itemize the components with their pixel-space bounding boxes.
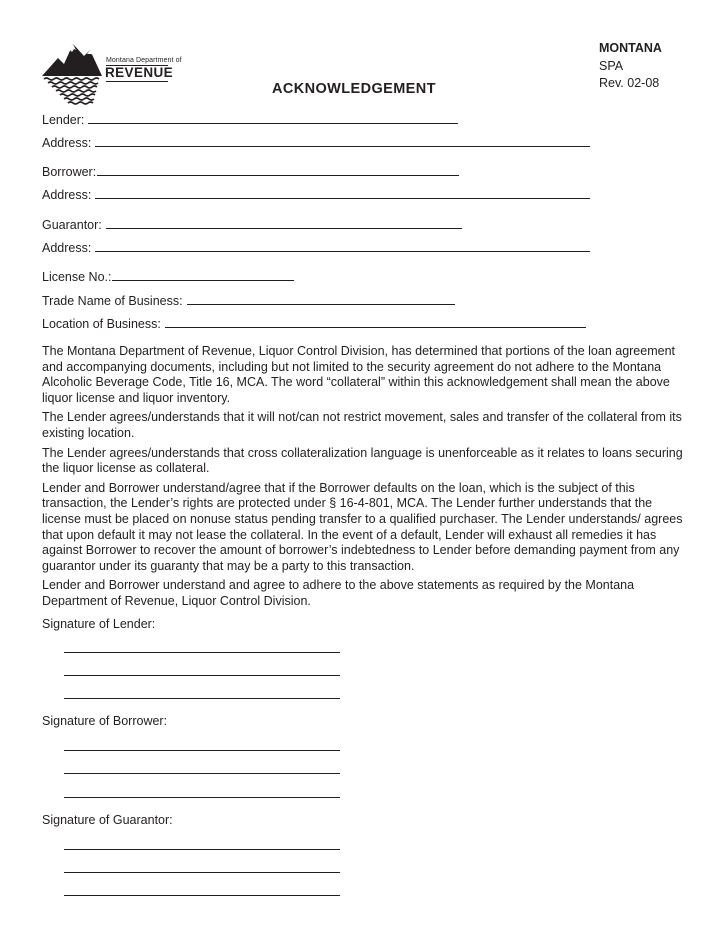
guarantor-label: Guarantor:: [42, 218, 102, 232]
guarantor-address-label: Address:: [42, 241, 92, 255]
acknowledgement-body: [42, 344, 690, 614]
lender-address-label: Address:: [42, 136, 92, 150]
form-identifier: [599, 40, 662, 93]
paragraph-agreement: Lender and Borrower understand and agree to adhere to the above statements as required by the Montana Department of Revenue, Liquor Control Division.: [42, 578, 635, 608]
guarantor-input-line[interactable]: [106, 217, 462, 229]
guarantor-signature-line[interactable]: [64, 872, 340, 873]
license-no-label: License No.:: [42, 270, 112, 284]
borrower-address-input-line[interactable]: [95, 187, 590, 199]
lender-label: Lender:: [42, 113, 85, 127]
location-input-line[interactable]: [165, 316, 586, 328]
location-field: [42, 316, 586, 331]
trade-name-label: Trade Name of Business:: [42, 294, 183, 308]
lender-address-field: [42, 135, 590, 150]
lender-signature-label: Signature of Lender:: [42, 617, 156, 631]
page-title: ACKNOWLEDGEMENT: [272, 81, 436, 97]
guarantor-signature-label: Signature of Guarantor:: [42, 813, 173, 827]
lender-signature-line[interactable]: [64, 698, 340, 699]
borrower-address-field: [42, 187, 590, 202]
borrower-input-line[interactable]: [97, 164, 459, 176]
borrower-signature-line[interactable]: [64, 750, 340, 751]
borrower-signature-label: Signature of Borrower:: [42, 714, 168, 728]
license-no-field: [42, 269, 294, 284]
location-label: Location of Business:: [42, 317, 161, 331]
guarantor-signature-line[interactable]: [64, 895, 340, 896]
guarantor-address-field: [42, 240, 590, 255]
borrower-signature-line[interactable]: [64, 797, 340, 798]
trade-name-input-line[interactable]: [187, 293, 455, 305]
lender-signature-line[interactable]: [64, 652, 340, 653]
paragraph-cross-collateral: The Lender agrees/understands that cross collateralization language is unenforceable as it relates to loans securing the liquor license as collateral.: [42, 445, 683, 476]
license-no-input-line[interactable]: [112, 269, 294, 281]
lender-signature-line[interactable]: [64, 675, 340, 676]
lender-field: [42, 112, 458, 127]
lender-input-line[interactable]: [88, 112, 458, 124]
borrower-signature-line[interactable]: [64, 773, 340, 774]
borrower-field: [42, 164, 459, 179]
guarantor-signature-line[interactable]: [64, 849, 340, 850]
paragraph-default: Lender and Borrower understand/agree that if the Borrower defaults on the loan, which is the subject of this transaction, the Lender’s rights are protected under § 16-4-801, MCA. The Lender further understands that the license must be placed on nonuse status pending transfer to a qualified purchaser. The Lender understands/ agrees that upon default it may not lease the collateral. In the event of a default, Lender will exhaust all remedies it has against Borrower to recover the amount of borrower’s indebtedness to Lender before demanding payment from any guarantor under its guaranty that may be a party to this transaction.: [42, 480, 683, 573]
borrower-address-label: Address:: [42, 188, 92, 202]
guarantor-address-input-line[interactable]: [95, 240, 590, 252]
trade-name-field: [42, 293, 455, 308]
form-revision: Rev. 02-08: [599, 76, 660, 90]
logo-org-small: Montana Department of: [106, 57, 182, 64]
borrower-label: Borrower:: [42, 165, 97, 179]
form-state: MONTANA: [599, 41, 662, 55]
paragraph-determination: The Montana Department of Revenue, Liquor Control Division, has determined that portions of the loan agreement and accompanying documents, including but not limited to the security agreement do not adhere to the Montana Alcoholic Beverage Code, Title 16, MCA. The word “collateral” within this acknowledgement shall mean the above liquor license and liquor inventory.: [42, 344, 676, 405]
lender-address-input-line[interactable]: [95, 135, 590, 147]
paragraph-movement: The Lender agrees/understands that it will not/can not restrict movement, sales and transfer of the collateral from its existing location.: [42, 410, 682, 440]
guarantor-field: [42, 217, 462, 232]
logo-org-big: REVENUE: [105, 65, 174, 80]
logo-rule-bottom: [106, 81, 168, 82]
dor-logo: [40, 38, 182, 108]
form-code: SPA: [599, 58, 624, 73]
